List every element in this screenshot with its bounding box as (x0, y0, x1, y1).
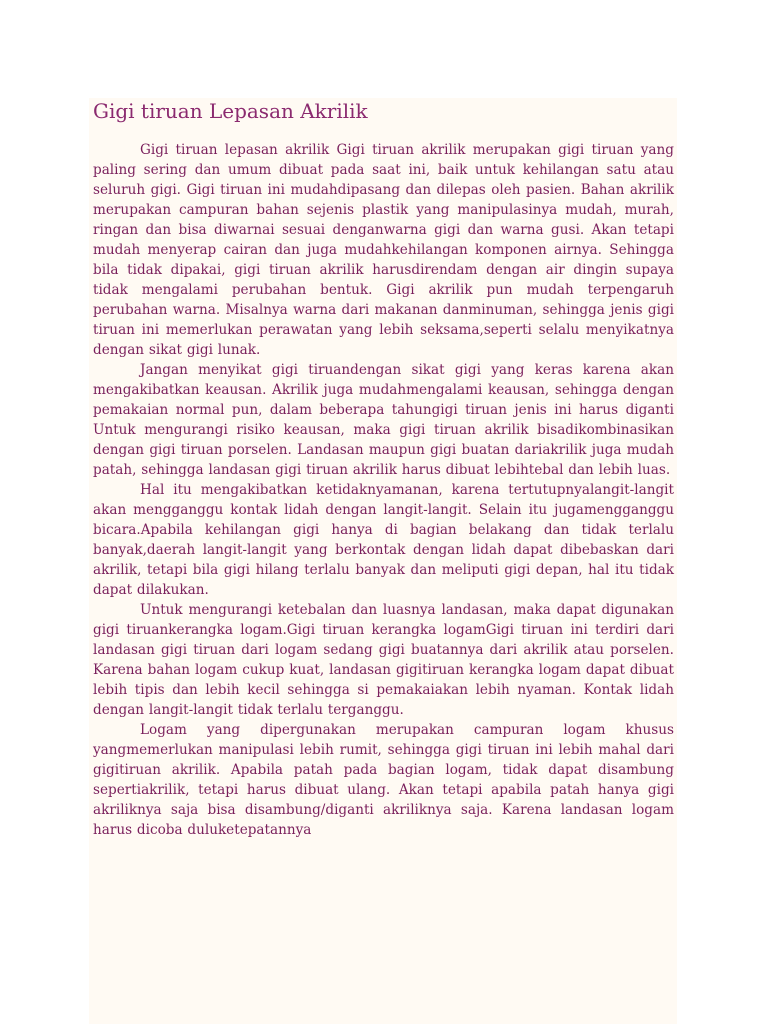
paragraph: Logam yang dipergunakan merupakan campuran logam khusus yangmemerlukan manipulasi lebih rumit, sehingga gigi tiruan ini lebih mahal dari gigitiruan akrilik. Apabila patah pada bagian logam, tidak dapat disambung sepertiakrilik, tetapi harus dibuat ulang. Akan tetapi apabila patah hanya gigi akriliknya saja bisa disambung/diganti akriliknya saja. Karena landasan logam harus dicoba duluketepatannya (93, 722, 674, 838)
paragraph: Jangan menyikat gigi tiruandengan sikat gigi yang keras karena akan mengakibatkan keausan. Akrilik juga mudahmengalami keausan, sehingga dengan pemakaian normal pun, dalam beberapa tahungigi tiruan jenis ini harus diganti Untuk mengurangi risiko keausan, maka gigi tiruan akrilik bisadikombinasikan dengan gigi tiruan porselen. Landasan maupun gigi buatan dariakrilik juga mudah patah, sehingga landasan gigi tiruan akrilik harus dibuat lebihtebal dan lebih luas. (93, 362, 674, 478)
paragraph: Hal itu mengakibatkan ketidaknyamanan, karena tertutupnyalangit-langit akan mengganggu kontak lidah dengan langit-langit. Selain itu jugamengganggu bicara.Apabila kehilangan gigi hanya di bagian belakang dan tidak terlalu banyak,daerah langit-langit yang berkontak dengan lidah dapat dibebaskan dari akrilik, tetapi bila gigi hilang terlalu banyak dan meliputi gigi depan, hal itu tidak dapat dilakukan. (93, 482, 674, 598)
document-title: Gigi tiruan Lepasan Akrilik (93, 99, 368, 123)
paragraph: Gigi tiruan lepasan akrilik Gigi tiruan akrilik merupakan gigi tiruan yang paling sering dan umum dibuat pada saat ini, baik untuk kehilangan satu atau seluruh gigi. Gigi tiruan ini mudahdipasang dan dilepas oleh pasien. Bahan akrilik merupakan campuran bahan sejenis plastik yang manipulasinya mudah, murah, ringan dan bisa diwarnai sesuai denganwarna gigi dan warna gusi. Akan tetapi mudah menyerap cairan dan juga mudahkehilangan komponen airnya. Sehingga bila tidak dipakai, gigi tiruan akrilik harusdirendam dengan air dingin supaya tidak mengalami perubahan bentuk. Gigi akrilik pun mudah terpengaruh perubahan warna. Misalnya warna dari makanan danminuman, sehingga jenis gigi tiruan ini memerlukan perawatan yang lebih seksama,seperti selalu menyikatnya dengan sikat gigi lunak. (93, 142, 674, 358)
document-body (93, 140, 674, 840)
paragraph: Untuk mengurangi ketebalan dan luasnya landasan, maka dapat digunakan gigi tiruankerangka logam.Gigi tiruan kerangka logamGigi tiruan ini terdiri dari landasan gigi tiruan dari logam sedang gigi buatannya dari akrilik atau porselen. Karena bahan logam cukup kuat, landasan gigitiruan kerangka logam dapat dibuat lebih tipis dan lebih kecil sehingga si pemakaiakan lebih nyaman. Kontak lidah dengan langit-langit tidak terlalu terganggu. (93, 602, 674, 718)
